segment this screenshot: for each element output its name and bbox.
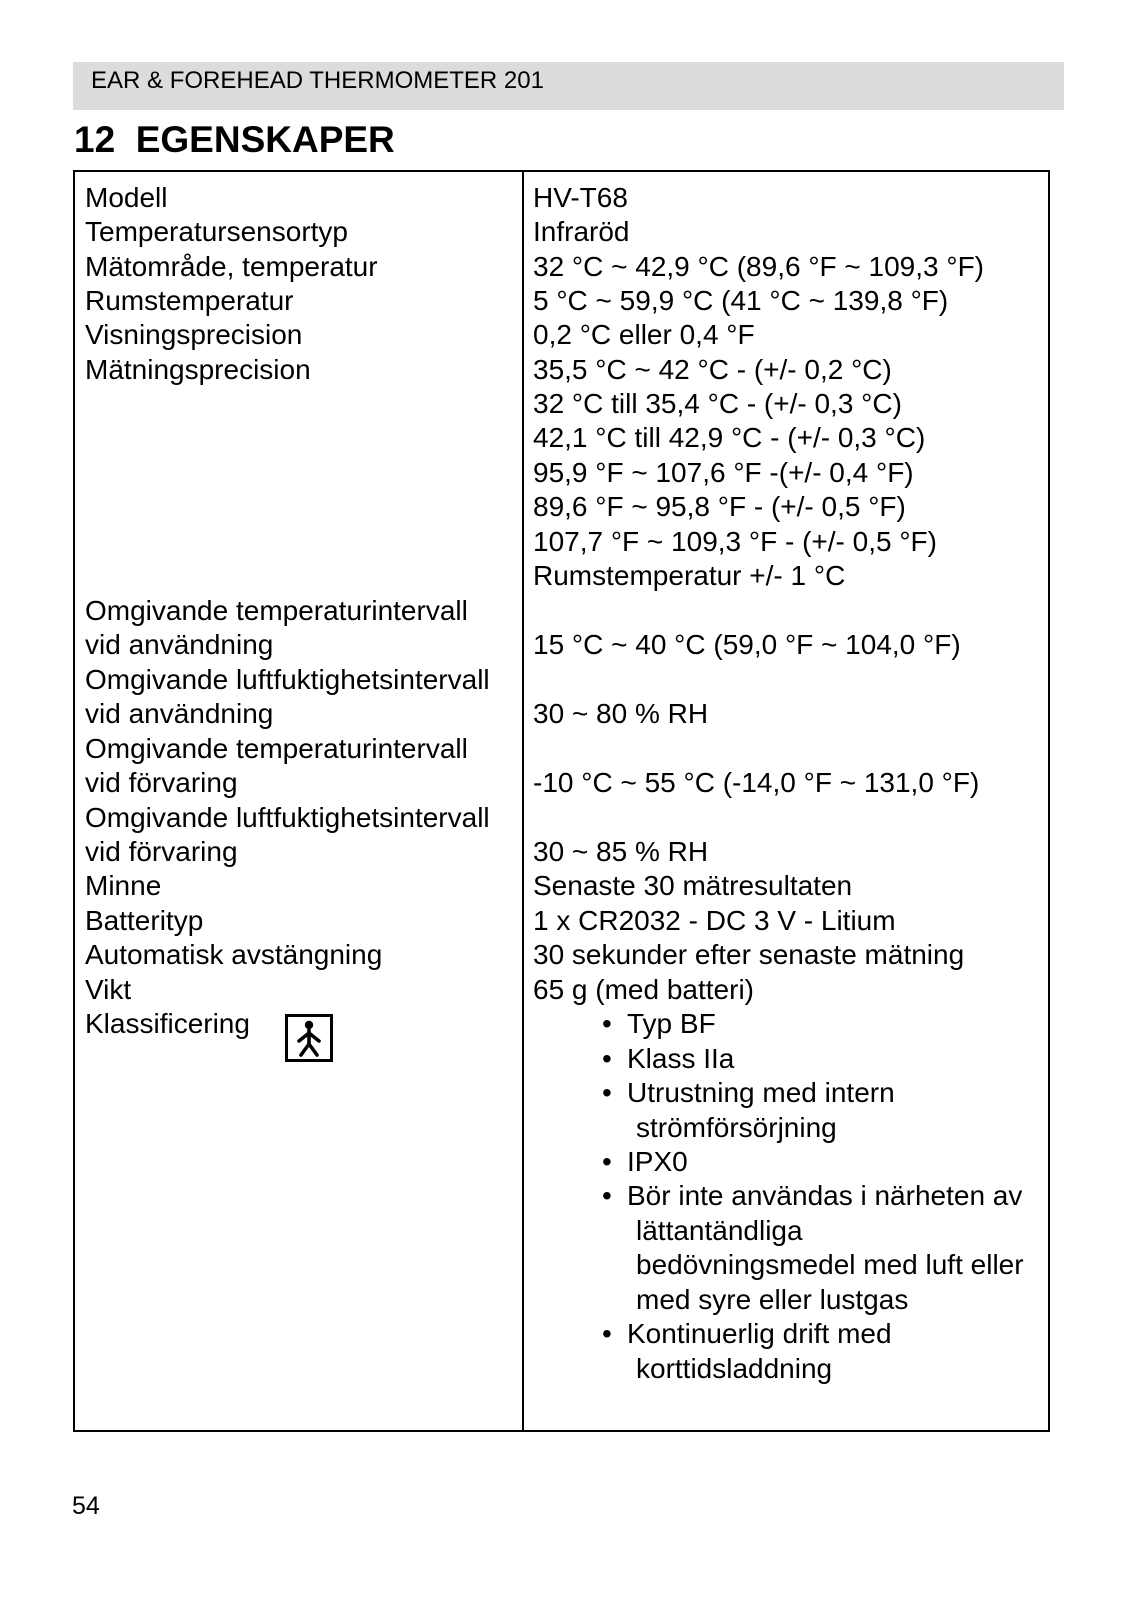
classification-item-cont: korttidsladdning	[636, 1353, 833, 1384]
label-storage-temp: Omgivande temperaturintervall	[85, 733, 468, 764]
label-memory: Minne	[85, 870, 162, 901]
value-sensor-type: Infraröd	[533, 216, 630, 247]
value-storage-temp: -10 °C ~ 55 °C (-14,0 °F ~ 131,0 °F)	[533, 767, 980, 798]
label-display-precision: Visningsprecision	[85, 319, 303, 350]
value-auto-off: 30 sekunder efter senaste mätning	[533, 939, 965, 970]
label-operating-temp-cont: vid användning	[85, 629, 274, 660]
value-measuring-range: 32 °C ~ 42,9 °C (89,6 °F ~ 109,3 °F)	[533, 251, 985, 282]
value-display-precision: 0,2 °C eller 0,4 °F	[533, 319, 755, 350]
classification-item-cont: lättantändliga	[636, 1215, 803, 1246]
value-precision-line: 32 °C till 35,4 °C - (+/- 0,3 °C)	[533, 388, 902, 419]
type-bf-applied-part-icon	[285, 1014, 333, 1062]
value-precision-line: 89,6 °F ~ 95,8 °F - (+/- 0,5 °F)	[533, 491, 906, 522]
section-number: 12	[74, 119, 116, 160]
bullet-symbol: •	[602, 1318, 612, 1349]
section-title: EGENSKAPER	[135, 119, 395, 160]
bullet-symbol: •	[602, 1180, 612, 1211]
label-storage-humidity: Omgivande luftfuktighetsintervall	[85, 802, 490, 833]
value-precision-line: 42,1 °C till 42,9 °C - (+/- 0,3 °C)	[533, 422, 926, 453]
classification-item: Utrustning med intern	[627, 1077, 895, 1108]
value-operating-humidity: 30 ~ 80 % RH	[533, 698, 709, 729]
classification-item: Kontinuerlig drift med	[627, 1318, 892, 1349]
bullet-symbol: •	[602, 1008, 612, 1039]
label-operating-humidity-cont: vid användning	[85, 698, 274, 729]
label-weight: Vikt	[85, 974, 132, 1005]
value-operating-temp: 15 °C ~ 40 °C (59,0 °F ~ 104,0 °F)	[533, 629, 961, 660]
bullet-symbol: •	[602, 1146, 612, 1177]
running-header	[73, 62, 1064, 110]
value-precision-line: 35,5 °C ~ 42 °C - (+/- 0,2 °C)	[533, 354, 892, 385]
label-storage-temp-cont: vid förvaring	[85, 767, 238, 798]
classification-item-cont: med syre eller lustgas	[636, 1284, 909, 1315]
label-battery-type: Batterityp	[85, 905, 204, 936]
value-memory: Senaste 30 mätresultaten	[533, 870, 853, 901]
classification-item-cont: strömförsörjning	[636, 1112, 837, 1143]
classification-item: IPX0	[627, 1146, 688, 1177]
bullet-symbol: •	[602, 1077, 612, 1108]
value-model: HV-T68	[533, 182, 628, 213]
value-precision-line: 107,7 °F ~ 109,3 °F - (+/- 0,5 °F)	[533, 526, 937, 557]
specifications-table	[73, 170, 1050, 1432]
page-number: 54	[72, 1492, 100, 1520]
classification-item: Klass IIa	[627, 1043, 735, 1074]
value-battery-type: 1 x CR2032 - DC 3 V - Litium	[533, 905, 896, 936]
running-header-title: EAR & FOREHEAD THERMOMETER 201	[91, 67, 544, 94]
label-measuring-precision: Mätningsprecision	[85, 354, 311, 385]
column-divider	[522, 172, 524, 1430]
bullet-symbol: •	[602, 1043, 612, 1074]
value-storage-humidity: 30 ~ 85 % RH	[533, 836, 709, 867]
label-model: Modell	[85, 182, 168, 213]
label-auto-off: Automatisk avstängning	[85, 939, 383, 970]
label-storage-humidity-cont: vid förvaring	[85, 836, 238, 867]
classification-item: Bör inte användas i närheten av	[627, 1180, 1023, 1211]
value-room-temperature: 5 °C ~ 59,9 °C (41 °C ~ 139,8 °F)	[533, 285, 949, 316]
label-classification: Klassificering	[85, 1008, 250, 1039]
value-weight: 65 g (med batteri)	[533, 974, 754, 1005]
label-operating-temp: Omgivande temperaturintervall	[85, 595, 468, 626]
classification-item-cont: bedövningsmedel med luft eller	[636, 1249, 1024, 1280]
label-room-temperature: Rumstemperatur	[85, 285, 294, 316]
classification-item: Typ BF	[627, 1008, 716, 1039]
value-precision-line: 95,9 °F ~ 107,6 °F -(+/- 0,4 °F)	[533, 457, 914, 488]
label-sensor-type: Temperatursensortyp	[85, 216, 349, 247]
label-operating-humidity: Omgivande luftfuktighetsintervall	[85, 664, 490, 695]
value-precision-line: Rumstemperatur +/- 1 °C	[533, 560, 846, 591]
section-heading	[74, 116, 395, 164]
label-measuring-range: Mätområde, temperatur	[85, 251, 378, 282]
